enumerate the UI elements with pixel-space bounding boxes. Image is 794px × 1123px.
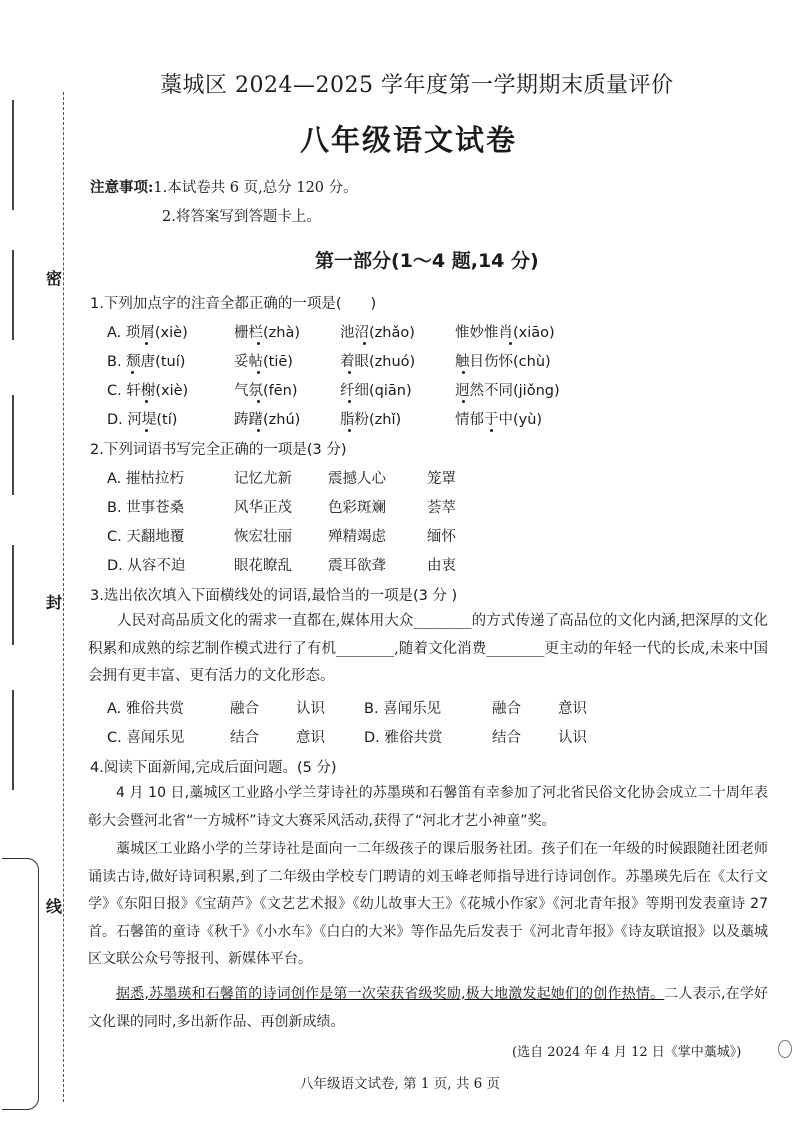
binding-label-mi: 密 xyxy=(46,269,63,288)
q1-option-a-word: 池沼(zhǎo) xyxy=(340,325,415,341)
q2-option-b-word: 风华正茂 xyxy=(234,500,292,516)
q2-option-d-word: 震耳欲聋 xyxy=(328,558,386,574)
emphasis-dot xyxy=(363,342,366,345)
news-paragraph-3-rest: 二人表示,在学好文化课的同时,多出新作品、再创新成绩。 xyxy=(88,986,768,1030)
news-paragraph-1: 4 月 10 日,藁城区工业路小学兰芽诗社的苏墨瑛和石馨笛有幸参加了河北省民俗文化协会成立二十周年表彰大会暨河北省“一方城杯”诗文大赛采风活动,获得了“河北才艺小神童”奖。 xyxy=(88,785,768,829)
emphasis-dot xyxy=(145,400,148,403)
emphasis-dot xyxy=(348,400,351,403)
q1-option-b-word: 妥帖(tiē) xyxy=(234,354,293,370)
notice-label: 注意事项: xyxy=(90,179,154,196)
q2-option-c-word: 缅怀 xyxy=(427,529,456,545)
q2-option-d: D. 从容不迫 xyxy=(107,558,186,574)
q3-option-b: B. 喜闻乐见 xyxy=(364,701,442,717)
question-3-stem: 3.选出依次填入下面横线处的词语,最恰当的一项是(3 分 ) xyxy=(90,588,458,604)
news-paragraph-3 xyxy=(88,981,768,1037)
q2-option-d-word: 眼花瞭乱 xyxy=(234,558,292,574)
binding-label-feng: 封 xyxy=(46,593,63,612)
binding-bracket xyxy=(2,858,39,1110)
q3-option-c-word: 意识 xyxy=(296,730,325,746)
q1-option-d-word: 情郁于中(yù) xyxy=(455,412,543,428)
emphasis-dot xyxy=(348,429,351,432)
exam-subtitle: 八年级语文试卷 xyxy=(300,123,518,157)
q3-option-a: A. 雅俗共赏 xyxy=(107,701,184,717)
emphasis-dot xyxy=(145,342,148,345)
notice-line-1 xyxy=(90,176,358,197)
q3-option-a-word: 认识 xyxy=(296,701,325,717)
q3-passage: 人民对高品质文化的需求一直都在,媒体用大众________的方式传递了高品位的文化内涵,把深厚的文化积累和成熟的综艺制作模式进行了有机________,随着文化消费________更主动的年轻一代的长成,未来中国会拥有更丰富、更有活力的文化形态。 xyxy=(88,613,768,684)
notice-item-2: 2.将答案写到答题卡上。 xyxy=(162,209,321,225)
emphasis-dot xyxy=(257,400,260,403)
q1-option-c-word: 迥然不同(jiǒng) xyxy=(455,383,560,399)
emphasis-dot xyxy=(490,429,493,432)
q2-option-b: B. 世事苍桑 xyxy=(107,500,185,516)
question-2-stem: 2.下列词语书写完全正确的一项是(3 分) xyxy=(90,442,347,458)
q1-option-b: B. 颓唐(tuí) xyxy=(107,354,186,370)
q2-option-a-word: 笼罩 xyxy=(427,471,456,487)
emphasis-dot xyxy=(257,371,260,374)
q1-option-c-word: 纤细(qiān) xyxy=(340,383,412,399)
binding-margin-mark xyxy=(12,395,14,495)
q1-option-b-word: 着眼(zhuó) xyxy=(340,354,416,370)
q2-option-a-word: 记忆尤新 xyxy=(234,471,292,487)
q1-option-d-word: 踌躇(zhú) xyxy=(234,412,301,428)
q1-option-c-word: 气氛(fēn) xyxy=(234,383,298,399)
q1-option-a: A. 琐屑(xiè) xyxy=(107,325,188,341)
q1-option-a-word: 栅栏(zhà) xyxy=(234,325,301,341)
q3-option-d: D. 雅俗共赏 xyxy=(364,730,443,746)
scan-edge-mark xyxy=(778,1040,792,1058)
news-source: (选自 2024 年 4 月 12 日《掌中藁城》) xyxy=(512,1045,742,1060)
exam-title: 藁城区 2024—2025 学年度第一学期期末质量评价 xyxy=(160,73,674,98)
q1-option-d: D. 河堤(tí) xyxy=(107,412,178,428)
q2-option-d-word: 由衷 xyxy=(427,558,456,574)
q3-option-c: C. 喜闻乐见 xyxy=(107,730,185,746)
binding-margin-mark xyxy=(12,250,14,340)
q2-option-c-word: 殚精竭虑 xyxy=(328,529,386,545)
binding-margin-mark xyxy=(12,690,14,790)
q2-option-a-word: 震撼人心 xyxy=(328,471,386,487)
emphasis-dot xyxy=(131,371,134,374)
q3-option-d-word: 结合 xyxy=(492,730,521,746)
q3-option-b-word: 融合 xyxy=(492,701,521,717)
question-1-stem: 1.下列加点字的注音全都正确的一项是( ) xyxy=(90,296,377,312)
emphasis-dot xyxy=(348,371,351,374)
q2-option-c-word: 恢宏壮丽 xyxy=(234,529,292,545)
q2-option-b-word: 荟萃 xyxy=(427,500,456,516)
emphasis-dot xyxy=(257,342,260,345)
q1-option-a-word: 惟妙惟肖(xiāo) xyxy=(455,325,555,341)
section-title: 第一部分(1～4 题,14 分) xyxy=(315,250,539,272)
q2-option-b-word: 色彩斑斓 xyxy=(328,500,386,516)
emphasis-dot xyxy=(509,342,512,345)
emphasis-dot xyxy=(257,429,260,432)
q3-option-b-word: 意识 xyxy=(558,701,587,717)
binding-margin-mark xyxy=(12,100,14,210)
notice-item-1: 1.本试卷共 6 页,总分 120 分。 xyxy=(153,180,358,196)
q1-option-d-word: 脂粉(zhǐ) xyxy=(340,412,402,428)
page-footer: 八年级语文试卷, 第 1 页, 共 6 页 xyxy=(300,1076,501,1092)
q2-option-c: C. 天翻地覆 xyxy=(107,529,185,545)
q2-option-a: A. 摧枯拉朽 xyxy=(107,471,184,487)
binding-margin-mark xyxy=(12,545,14,645)
emphasis-dot xyxy=(462,400,465,403)
underlined-sentence: 据悉,苏墨瑛和石馨笛的诗词创作是第一次荣获省级奖励,极大地激发起她们的创作热情。 xyxy=(116,986,665,1002)
emphasis-dot xyxy=(462,371,465,374)
q3-option-d-word: 认识 xyxy=(558,730,587,746)
q1-option-c: C. 轩榭(xiè) xyxy=(107,383,189,399)
binding-label-xian: 线 xyxy=(46,897,63,916)
q1-option-b-word: 触目伤怀(chù) xyxy=(455,354,551,370)
emphasis-dot xyxy=(145,429,148,432)
binding-dashed-line xyxy=(63,92,64,1102)
news-paragraph-2: 藁城区工业路小学的兰芽诗社是面向一二年级孩子的课后服务社团。孩子们在一年级的时候跟随社团老师诵读古诗,做好诗词积累,到了二年级由学校专门聘请的刘玉峰老师指导进行诗词创作。苏墨瑛先后在《太行文学》《东阳日报》《宝葫芦》《文艺艺术报》《幼儿故事大王》《花城小作家》《河北青年报》等期刊发表童诗 27 首。石馨笛的童诗《秋千》《小水车》《白白的大米》等作品先后发表于《河北青年报》《诗友联谊报》以及藁城区文联公众号等报刊、新媒体平台。 xyxy=(88,841,768,967)
q3-option-c-word: 结合 xyxy=(230,730,259,746)
question-4-stem: 4.阅读下面新闻,完成后面问题。(5 分) xyxy=(90,760,337,776)
q3-option-a-word: 融合 xyxy=(230,701,259,717)
